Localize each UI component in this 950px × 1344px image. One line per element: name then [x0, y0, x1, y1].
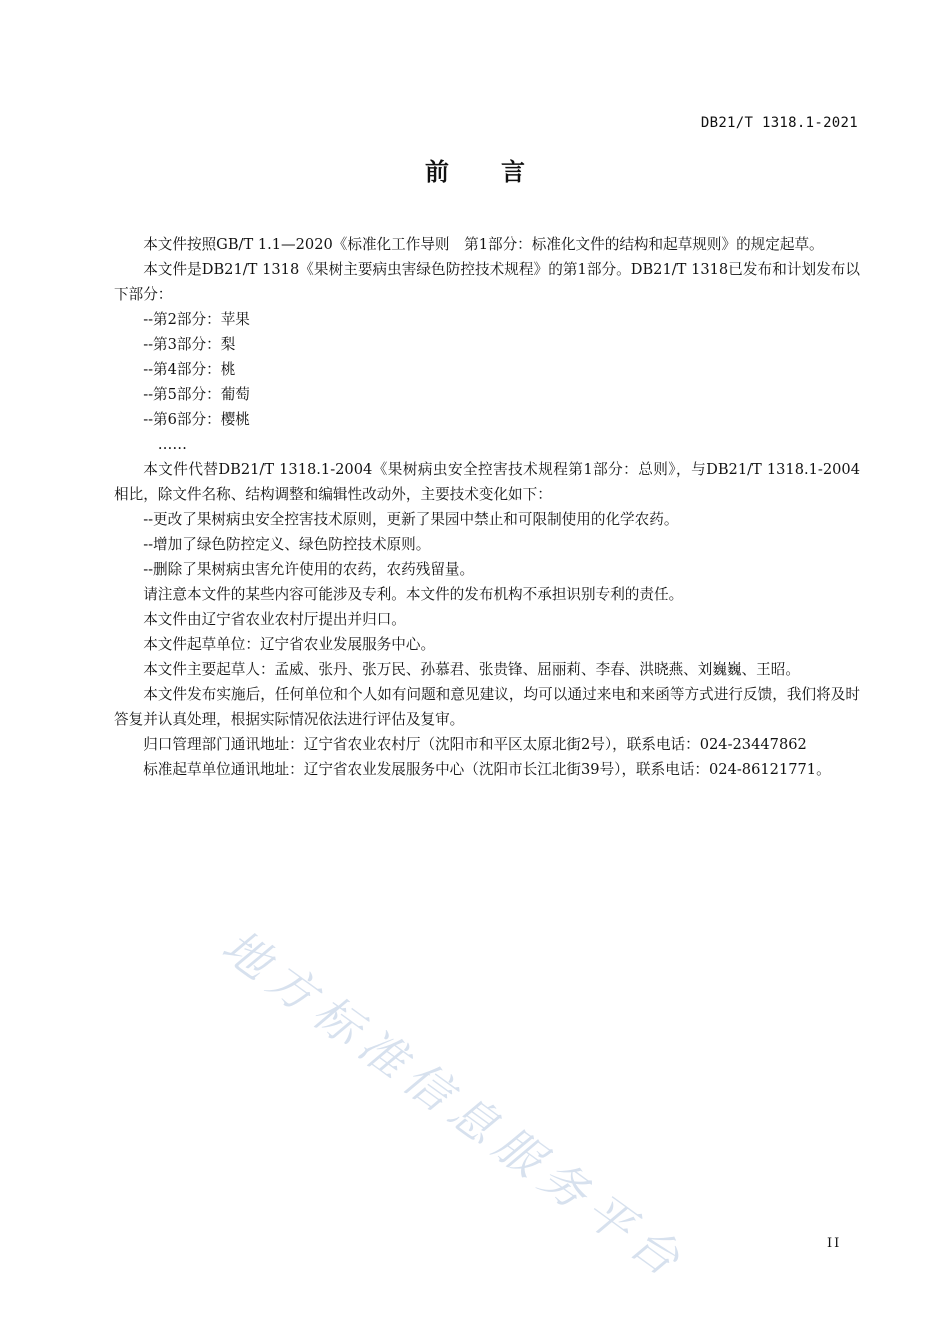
paragraph-drafter-contact: 标准起草单位通讯地址：辽宁省农业发展服务中心（沈阳市长江北街39号），联系电话：024-86121771。 — [143, 761, 831, 778]
paragraph-feedback: 本文件发布实施后，任何单位和个人如有问题和意见建议，均可以通过来电和来函等方式进行反馈，我们将及时答复并认真处理，根据实际情况依法进行评估及复审。 — [114, 686, 860, 728]
paragraph-series-parts: 本文件是DB21/T 1318《果树主要病虫害绿色防控技术规程》的第1部分。DB21/T 1318已发布和计划发布以下部分： — [114, 261, 860, 303]
change-item: --更改了果树病虫安全控害技术原则，更新了果园中禁止和可限制使用的化学农药。 — [143, 511, 679, 528]
paragraph-proposer: 本文件由辽宁省农业农村厅提出并归口。 — [143, 611, 406, 628]
paragraph-drafters: 本文件主要起草人：孟威、张丹、张万民、孙慕君、张贵锋、屈丽莉、李春、洪晓燕、刘巍巍、王昭。 — [143, 661, 800, 678]
page-number: II — [827, 1236, 842, 1251]
paragraph-replacement: 本文件代替DB21/T 1318.1-2004《果树病虫安全控害技术规程第1部分：总则》，与DB21/T 1318.1-2004相比，除文件名称、结构调整和编辑性改动外，主要技术变化如下： — [114, 461, 860, 503]
paragraph-drafting-unit: 本文件起草单位：辽宁省农业发展服务中心。 — [143, 636, 436, 653]
paragraph-authority-contact: 归口管理部门通讯地址：辽宁省农业农村厅（沈阳市和平区太原北街2号），联系电话：024-23447862 — [143, 736, 807, 753]
page-title: 前言 — [425, 158, 577, 186]
list-item: --第4部分：桃 — [143, 361, 236, 378]
watermark: 地方标准信息服务平台 — [212, 918, 698, 1292]
list-ellipsis: …… — [157, 436, 187, 453]
change-item: --增加了绿色防控定义、绿色防控技术原则。 — [143, 536, 431, 553]
list-item: --第2部分：苹果 — [143, 311, 250, 328]
list-item: --第5部分：葡萄 — [143, 386, 250, 403]
paragraph-patent-notice: 请注意本文件的某些内容可能涉及专利。本文件的发布机构不承担识别专利的责任。 — [143, 586, 684, 603]
list-item: --第3部分：梨 — [143, 336, 236, 353]
foreword-body — [114, 232, 860, 782]
document-code: DB21/T 1318.1-2021 — [700, 115, 858, 131]
paragraph-drafting-rules: 本文件按照GB/T 1.1—2020《标准化工作导则 第1部分：标准化文件的结构和起草规则》的规定起草。 — [143, 236, 824, 253]
change-item: --删除了果树病虫害允许使用的农药，农药残留量。 — [143, 561, 475, 578]
list-item: --第6部分：樱桃 — [143, 411, 250, 428]
